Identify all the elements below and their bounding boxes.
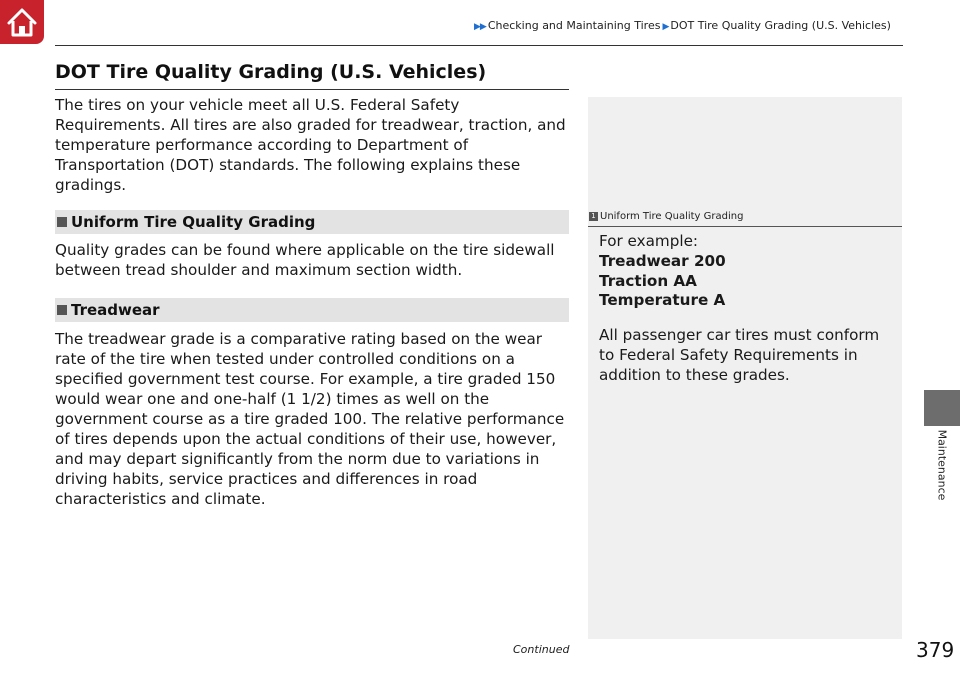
uniform-grading-paragraph: Quality grades can be found where applicable on the tire sidewall between tread shoulder and maximum section width. xyxy=(55,241,555,279)
note-body: All passenger car tires must conform to Federal Safety Requirements in addition to these grades. xyxy=(599,326,880,384)
section-heading-uniform-grading xyxy=(55,210,569,234)
header-divider xyxy=(55,45,903,46)
breadcrumb-separator-icon: ▶ xyxy=(662,22,669,32)
breadcrumb-arrow-icon: ▶▶ xyxy=(474,22,486,32)
home-button[interactable] xyxy=(0,0,44,44)
title-divider xyxy=(55,89,569,90)
note-traction: Traction AA xyxy=(599,272,697,290)
square-bullet-icon xyxy=(57,305,67,315)
breadcrumb-section[interactable]: Checking and Maintaining Tires xyxy=(487,19,661,32)
treadwear-paragraph: The treadwear grade is a comparative rating based on the wear rate of the tire when tested under controlled conditions on a specified government test course. For example, a tire graded 150 would wear one and one-half (1 1/2) times as well on the government course as a tire graded 100. The relative performance of tires depends upon the actual conditions of their use, however, and may depart significantly from the norm due to variations in driving habits, service practices and differences in road characteristics and climate. xyxy=(55,330,565,508)
note-temperature: Temperature A xyxy=(599,291,726,309)
breadcrumb-current: DOT Tire Quality Grading (U.S. Vehicles) xyxy=(670,19,891,32)
section-tab-label: Maintenance xyxy=(935,429,949,501)
section-heading-text: Uniform Tire Quality Grading xyxy=(71,213,316,231)
home-icon xyxy=(5,5,39,39)
note-example-label: For example: xyxy=(599,232,699,250)
breadcrumb xyxy=(472,19,891,32)
continued-label: Continued xyxy=(513,643,570,656)
section-heading-text: Treadwear xyxy=(71,301,160,319)
page-title: DOT Tire Quality Grading (U.S. Vehicles) xyxy=(55,61,487,83)
page-number: 379 xyxy=(916,638,955,662)
intro-paragraph: The tires on your vehicle meet all U.S. Federal Safety Requirements. All tires are also graded for treadwear, traction, and temperature performance according to Department of Transportation (DOT) standards. The following explains these gradings. xyxy=(55,96,566,194)
note-treadwear: Treadwear 200 xyxy=(599,252,726,270)
note-heading-text: Uniform Tire Quality Grading xyxy=(600,211,744,222)
section-tab[interactable] xyxy=(924,390,960,426)
note-ref-icon: 1 xyxy=(589,212,598,221)
section-heading-treadwear xyxy=(55,298,569,322)
square-bullet-icon xyxy=(57,217,67,227)
note-divider xyxy=(588,226,902,227)
note-heading xyxy=(589,211,743,222)
